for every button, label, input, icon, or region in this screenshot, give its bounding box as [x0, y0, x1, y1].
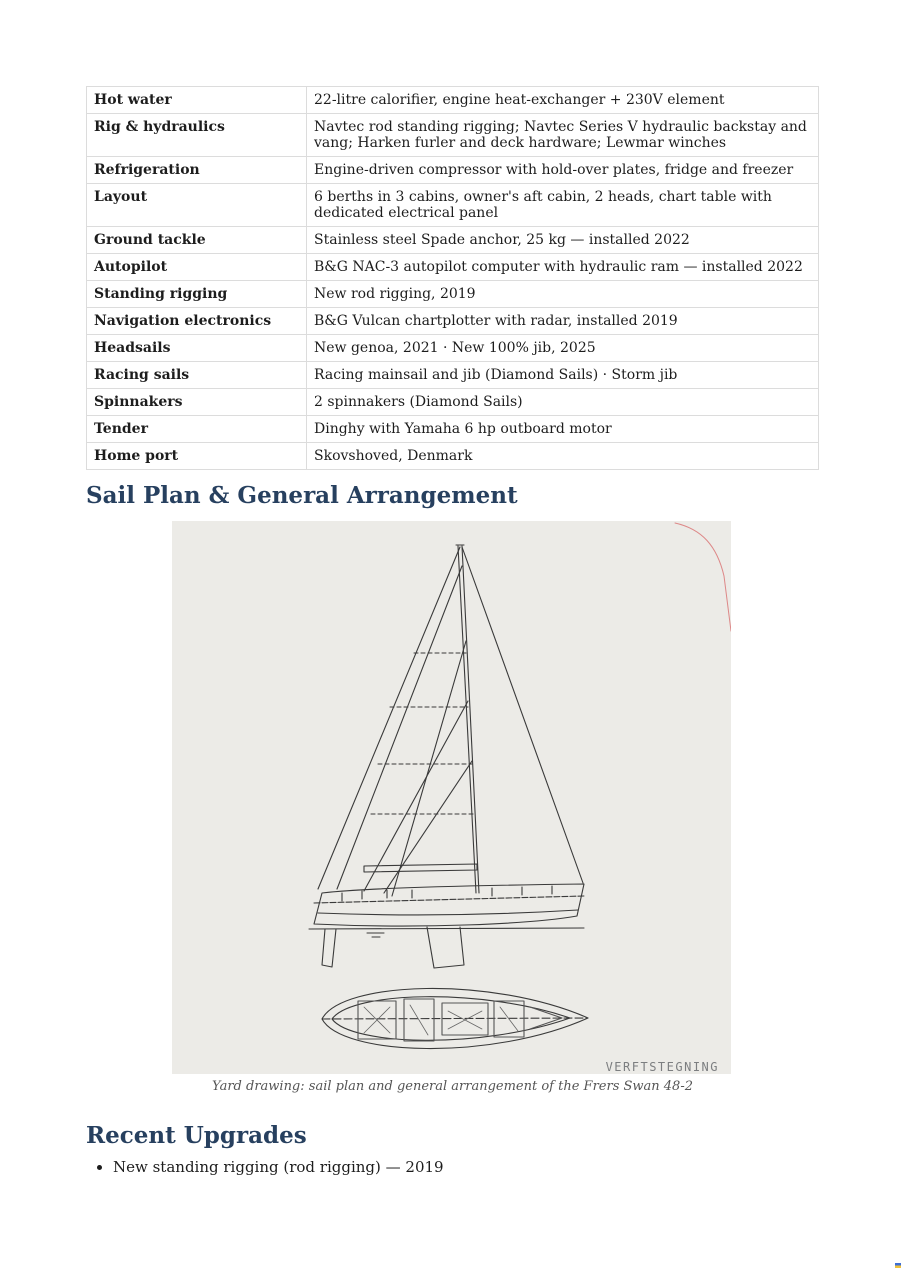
spec-value: Navtec rod standing rigging; Navtec Series V hydraulic backstay and vang; Harken furler and deck hardware; Lewmar winches: [307, 114, 819, 157]
spec-row: [87, 416, 819, 443]
spec-value: Engine-driven compressor with hold-over plates, fridge and freezer: [307, 157, 819, 184]
spec-value: Dinghy with Yamaha 6 hp outboard motor: [307, 416, 819, 443]
spec-key: Home port: [87, 443, 307, 470]
spec-row: [87, 308, 819, 335]
spec-row: [87, 114, 819, 157]
spec-value: 2 spinnakers (Diamond Sails): [307, 389, 819, 416]
spec-row: [87, 335, 819, 362]
spec-value: New genoa, 2021 · New 100% jib, 2025: [307, 335, 819, 362]
specifications-body: [87, 87, 819, 470]
spec-row: [87, 443, 819, 470]
spec-key: Rig & hydraulics: [87, 114, 307, 157]
spec-key: Ground tackle: [87, 227, 307, 254]
spec-row: [87, 281, 819, 308]
drawing-stamp: VERFTSTEGNING: [605, 1060, 719, 1074]
spec-key: Standing rigging: [87, 281, 307, 308]
spec-key: Hot water: [87, 87, 307, 114]
spec-value: 6 berths in 3 cabins, owner's aft cabin, 2 heads, chart table with dedicated electrical panel: [307, 184, 819, 227]
spec-row: [87, 227, 819, 254]
yacht-drawing-svg: [172, 521, 731, 1074]
spec-row: [87, 389, 819, 416]
sailplan-heading: Sail Plan & General Arrangement: [86, 482, 518, 509]
corner-marker-icon: [895, 1263, 901, 1268]
spec-value: Stainless steel Spade anchor, 25 kg — installed 2022: [307, 227, 819, 254]
upgrades-list: [86, 1158, 444, 1176]
spec-value: Skovshoved, Denmark: [307, 443, 819, 470]
spec-value: B&G Vulcan chartplotter with radar, installed 2019: [307, 308, 819, 335]
figure-caption: Yard drawing: sail plan and general arrangement of the Frers Swan 48-2: [212, 1079, 693, 1094]
spec-key: Layout: [87, 184, 307, 227]
spec-row: [87, 254, 819, 281]
spec-key: Racing sails: [87, 362, 307, 389]
spec-key: Navigation electronics: [87, 308, 307, 335]
spec-key: Refrigeration: [87, 157, 307, 184]
sail-plan-drawing: [172, 521, 731, 1074]
spec-row: [87, 362, 819, 389]
specifications-table: [86, 86, 819, 470]
spec-row: [87, 157, 819, 184]
spec-value: B&G NAC-3 autopilot computer with hydraulic ram — installed 2022: [307, 254, 819, 281]
upgrade-item: • New standing rigging (rod rigging) — 2019: [113, 1158, 444, 1176]
spec-value: 22-litre calorifier, engine heat-exchanger + 230V element: [307, 87, 819, 114]
spec-row: [87, 87, 819, 114]
spec-row: [87, 184, 819, 227]
spec-value: Racing mainsail and jib (Diamond Sails) · Storm jib: [307, 362, 819, 389]
spec-key: Spinnakers: [87, 389, 307, 416]
spec-value: New rod rigging, 2019: [307, 281, 819, 308]
spec-key: Tender: [87, 416, 307, 443]
spec-key: Autopilot: [87, 254, 307, 281]
upgrades-heading: Recent Upgrades: [86, 1122, 307, 1149]
spec-key: Headsails: [87, 335, 307, 362]
